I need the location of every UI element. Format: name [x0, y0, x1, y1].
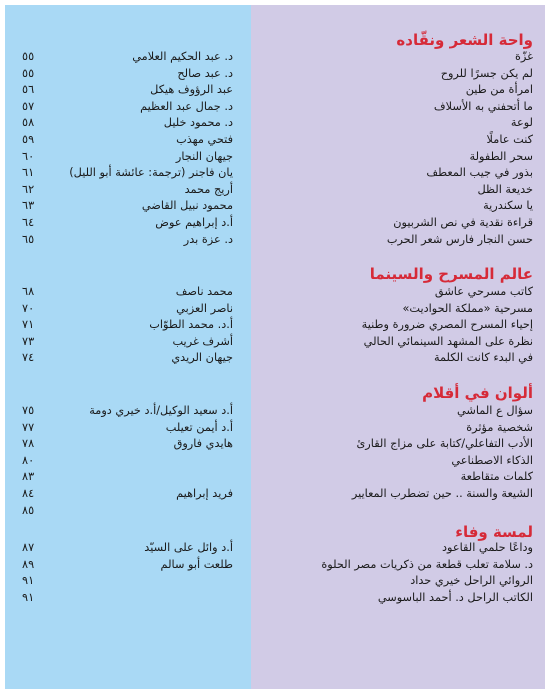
toc-row[interactable]	[0, 149, 551, 165]
article-title: حسن النجار فارس شعر الحرب	[386, 232, 533, 246]
article-title: سحر الطفولة	[469, 149, 533, 163]
article-author: أريج محمد	[184, 182, 233, 196]
toc-row[interactable]	[0, 557, 551, 573]
page-number: ٨٩	[22, 557, 35, 571]
page-number: ٧١	[22, 318, 35, 332]
article-title: الذكاء الاصطناعي	[451, 453, 533, 467]
article-title: شخصية مؤثرة	[466, 420, 533, 434]
toc-row[interactable]	[0, 301, 551, 317]
toc-row[interactable]	[0, 350, 551, 366]
article-author: ناصر العزبي	[176, 301, 233, 315]
article-title: كنت عاملًا	[486, 133, 533, 146]
article-title: كلمات متقاطعة	[460, 470, 533, 484]
toc-row[interactable]	[0, 453, 551, 469]
article-author: د. عبد صالح	[177, 66, 233, 80]
page-number: ٨٤	[22, 487, 35, 500]
article-author: أ.د إبراهيم عوض	[155, 216, 233, 229]
toc-row[interactable]	[0, 284, 551, 300]
article-title: سؤال ع الماشي	[456, 404, 533, 417]
article-title: يا سكندرية	[483, 199, 533, 213]
page-number: ٨٧	[22, 541, 35, 554]
article-title: الأدب التفاعلي/كتابة على مزاج القارئ	[356, 437, 533, 451]
article-title: الشيعة والسنة .. حين تضطرب المعايير	[351, 487, 533, 500]
toc-row[interactable]	[0, 182, 551, 198]
article-title: الكاتب الراحل د. أحمد الباسوسي	[377, 590, 533, 604]
toc-row[interactable]	[0, 420, 551, 436]
page-number: ٨٠	[22, 453, 35, 467]
page-number: ٦١	[22, 166, 35, 180]
section-title: ألوان في أقلام	[422, 384, 533, 402]
page-number: ٨٥	[22, 503, 35, 517]
toc-row[interactable]	[0, 49, 551, 65]
article-title: ما أتحفني به الأسلاف	[433, 99, 533, 113]
section-title: واحة الشعر ونقّاده	[396, 31, 533, 49]
article-author: أ.د أيمن تعيلب	[165, 420, 233, 434]
article-title: خديعة الظل	[477, 182, 533, 196]
article-author: د. محمود خليل	[163, 116, 233, 130]
article-author: فتحي مهذب	[176, 133, 233, 146]
page-number: ٥٦	[22, 83, 35, 97]
article-author: أ.د وائل على السيّد	[144, 541, 233, 554]
page-number: ٧٨	[22, 437, 35, 451]
article-title: لم يكن جسرًا للروح	[440, 66, 533, 80]
toc-row[interactable]	[0, 82, 551, 98]
article-author: أ.د. محمد الطوّاب	[149, 318, 233, 332]
page-number: ٧٣	[22, 334, 35, 348]
page-number: ٥٧	[22, 99, 35, 113]
page-number: ٥٥	[22, 66, 35, 80]
page-number: ٩١	[22, 574, 35, 588]
section-title: لمسة وفاء	[455, 523, 533, 541]
page-number: ٧٤	[22, 351, 35, 365]
page-number: ٩١	[22, 590, 35, 604]
article-author: أ.د سعيد الوكيل/أ.د خيري دومة	[89, 404, 233, 417]
toc-row[interactable]	[0, 503, 551, 519]
toc-row[interactable]	[0, 317, 551, 333]
toc-row[interactable]	[0, 165, 551, 181]
article-title: قراءة نقدية في نص الشربيون	[393, 216, 533, 229]
article-author: هايدي فاروق	[173, 437, 233, 451]
article-title: وداعًا حلمي القاعود	[441, 541, 533, 554]
article-title: غزّة	[514, 50, 533, 63]
article-author: أشرف غريب	[172, 334, 233, 348]
article-title: الروائي الراحل خيري حداد	[410, 574, 533, 588]
article-author: فريد إبراهيم	[176, 487, 233, 500]
article-author: يان فاجنر (ترجمة: عائشة أبو الليل)	[69, 166, 233, 180]
article-author: جيهان الريدي	[171, 351, 233, 365]
toc-row[interactable]	[0, 132, 551, 148]
article-author: محمد ناصف	[175, 285, 233, 298]
article-author: طلعت أبو سالم	[160, 557, 233, 571]
article-title: في البدء كانت الكلمة	[433, 351, 533, 365]
page-number: ٥٩	[22, 133, 35, 146]
toc-row[interactable]	[0, 115, 551, 131]
article-title: لوعة	[510, 116, 533, 130]
page-number: ٧٥	[22, 404, 35, 417]
article-author: جيهان النجار	[175, 149, 233, 163]
page-number: ٧٠	[22, 301, 35, 315]
page-number: ٦٤	[22, 216, 35, 229]
toc-row[interactable]	[0, 540, 551, 556]
page-number: ٦٨	[22, 285, 35, 298]
article-title: كاتب مسرحي عاشق	[434, 285, 533, 298]
page-number: ٧٧	[22, 420, 35, 434]
toc-row[interactable]	[0, 486, 551, 502]
toc-row[interactable]	[0, 99, 551, 115]
toc-row[interactable]	[0, 198, 551, 214]
section-title: عالم المسرح والسينما	[369, 265, 533, 283]
article-author: محمود نبيل القاضي	[141, 199, 233, 213]
article-author: د. عزة بدر	[183, 232, 233, 246]
article-author: د. جمال عبد العظيم	[140, 99, 233, 113]
page-number: ٦٠	[22, 149, 35, 163]
toc-row[interactable]	[0, 334, 551, 350]
article-title: د. سلامة تعلب قطعة من ذكريات مصر الحلوة	[321, 557, 533, 571]
toc-row[interactable]	[0, 436, 551, 452]
page-number: ٦٣	[22, 199, 35, 213]
article-title: مسرحية «مملكة الحواديت»	[402, 301, 533, 315]
toc-row[interactable]	[0, 573, 551, 589]
toc-row[interactable]	[0, 215, 551, 231]
page-number: ٥٥	[22, 50, 35, 63]
page-number: ٥٨	[22, 116, 35, 130]
toc-row[interactable]	[0, 590, 551, 606]
article-title: نظرة على المشهد السينمائي الحالي	[363, 334, 533, 348]
toc-row[interactable]	[0, 469, 551, 485]
toc-row[interactable]	[0, 232, 551, 248]
page-number: ٦٢	[22, 182, 35, 196]
article-title: امرأة من طين	[465, 83, 533, 97]
toc-row[interactable]	[0, 403, 551, 419]
article-author: عبد الرؤوف هيكل	[150, 83, 233, 97]
article-author: د. عبد الحكيم العلامي	[132, 50, 233, 63]
article-title: إحياء المسرح المصري ضرورة وطنية	[361, 318, 533, 332]
page-number: ٦٥	[22, 232, 35, 246]
article-title: بذور في جيب المعطف	[426, 166, 533, 180]
toc-row[interactable]	[0, 66, 551, 82]
page-number: ٨٣	[22, 470, 35, 484]
